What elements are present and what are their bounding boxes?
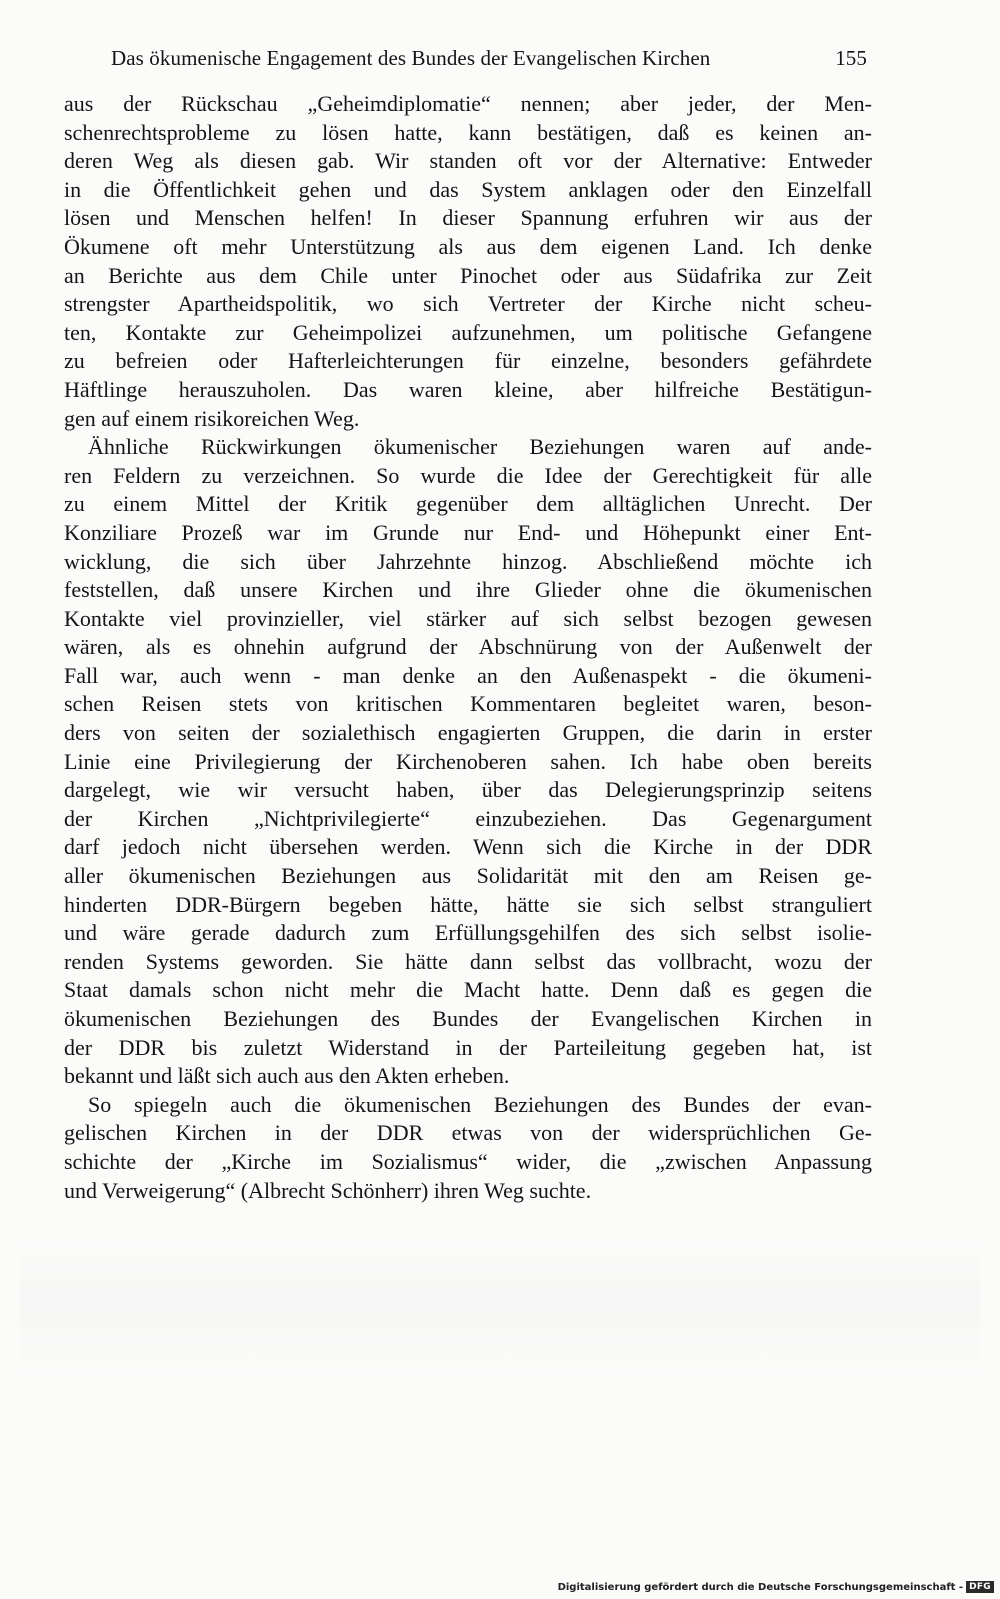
text-line: strengster Apartheidspolitik, wo sich Vertreter der Kirche nicht scheu- — [64, 291, 872, 317]
paragraph — [64, 90, 872, 433]
text-line: und Verweigerung“ (Albrecht Schönherr) ihren Weg suchte. — [64, 1177, 592, 1203]
text-line: zu einem Mittel der Kritik gegenüber dem alltäglichen Unrecht. Der — [64, 491, 872, 517]
text-line: und wäre gerade dadurch zum Erfüllungsgehilfen des sich selbst isolie- — [64, 920, 872, 946]
text-line: renden Systems geworden. Sie hätte dann selbst das vollbracht, wozu der — [64, 948, 872, 974]
paragraph — [64, 1091, 872, 1205]
text-line: feststellen, daß unsere Kirchen und ihre Glieder ohne die ökumenischen — [64, 577, 872, 603]
text-line: Staat damals schon nicht mehr die Macht hatte. Denn daß es gegen die — [64, 977, 872, 1003]
page-number: 155 — [835, 46, 867, 70]
text-line: ökumenischen Beziehungen des Bundes der Evangelischen Kirchen in — [64, 1006, 872, 1031]
text-line: schichte der „Kirche im Sozialismus“ wider, die „zwischen Anpassung — [64, 1148, 872, 1174]
text-line: Ökumene oft mehr Unterstützung als aus dem eigenen Land. Ich denke — [64, 233, 872, 259]
text-line: darf jedoch nicht übersehen werden. Wenn sich die Kirche in der DDR — [64, 834, 872, 860]
text-line: ders von seiten der sozialethisch engagierten Gruppen, die darin in erster — [64, 720, 872, 746]
text-line: Linie eine Privilegierung der Kirchenoberen sahen. Ich habe oben bereits — [64, 748, 872, 774]
text-line: Häftlinge herauszuholen. Das waren kleine, aber hilfreiche Bestätigun- — [64, 376, 872, 402]
running-head-title: Das ökumenische Engagement des Bundes der Evangelischen Kirchen — [111, 46, 711, 70]
text-line: an Berichte aus dem Chile unter Pinochet oder aus Südafrika zur Zeit — [64, 262, 872, 288]
text-line: dargelegt, wie wir versucht haben, über das Delegierungsprinzip seitens — [64, 777, 872, 803]
digitization-credit — [558, 1581, 994, 1593]
running-head — [111, 46, 867, 76]
dfg-logo: DFG — [966, 1581, 994, 1593]
text-line: wären, als es ohnehin aufgrund der Abschnürung von der Außenwelt der — [64, 634, 872, 660]
text-line: bekannt und läßt sich auch aus den Akten erheben. — [64, 1063, 510, 1089]
paragraph — [64, 433, 872, 1091]
body-text — [64, 90, 872, 1205]
text-line: ten, Kontakte zur Geheimpolizei aufzunehmen, um politische Gefangene — [64, 319, 872, 345]
digitization-credit-text: Digitalisierung gefördert durch die Deutsche Forschungsgemeinschaft - — [557, 1581, 964, 1593]
text-line: lösen und Menschen helfen! In dieser Spannung erfuhren wir aus der — [64, 205, 872, 231]
text-line: schen Reisen stets von kritischen Kommentaren begleitet waren, beson- — [64, 691, 872, 717]
text-line: aller ökumenischen Beziehungen aus Solidarität mit den am Reisen ge- — [64, 863, 872, 889]
text-line: So spiegeln auch die ökumenischen Beziehungen des Bundes der evan- — [88, 1091, 872, 1117]
text-line: der DDR bis zuletzt Widerstand in der Parteileitung gegeben hat, ist — [64, 1034, 872, 1060]
text-line: deren Weg als diesen gab. Wir standen oft vor der Alternative: Entweder — [64, 148, 872, 174]
text-line: Kontakte viel provinzieller, viel stärker auf sich selbst bezogen gewesen — [64, 605, 872, 631]
text-line: Fall war, auch wenn - man denke an den Außenaspekt - die ökumeni- — [64, 662, 872, 688]
text-line: in die Öffentlichkeit gehen und das System anklagen oder den Einzelfall — [64, 176, 872, 202]
scan-shadow — [20, 1240, 980, 1380]
text-line: der Kirchen „Nichtprivilegierte“ einzubeziehen. Das Gegenargument — [64, 805, 872, 831]
text-line: ren Feldern zu verzeichnen. So wurde die Idee der Gerechtigkeit für alle — [64, 462, 872, 488]
text-line: Konziliare Prozeß war im Grunde nur End- und Höhepunkt einer Ent- — [64, 519, 872, 545]
text-line: aus der Rückschau „Geheimdiplomatie“ nennen; aber jeder, der Men- — [64, 91, 872, 116]
text-line: schenrechtsprobleme zu lösen hatte, kann bestätigen, daß es keinen an- — [64, 119, 872, 145]
text-line: gen auf einem risikoreichen Weg. — [64, 405, 360, 431]
text-line: wicklung, die sich über Jahrzehnte hinzog. Abschließend möchte ich — [64, 548, 872, 574]
text-line: zu befreien oder Hafterleichterungen für einzelne, besonders gefährdete — [64, 348, 872, 374]
text-line: hinderten DDR-Bürgern begeben hätte, hätte sie sich selbst stranguliert — [64, 891, 872, 917]
text-line: Ähnliche Rückwirkungen ökumenischer Beziehungen waren auf ande- — [88, 434, 872, 460]
text-line: gelischen Kirchen in der DDR etwas von der widersprüchlichen Ge- — [64, 1120, 872, 1146]
